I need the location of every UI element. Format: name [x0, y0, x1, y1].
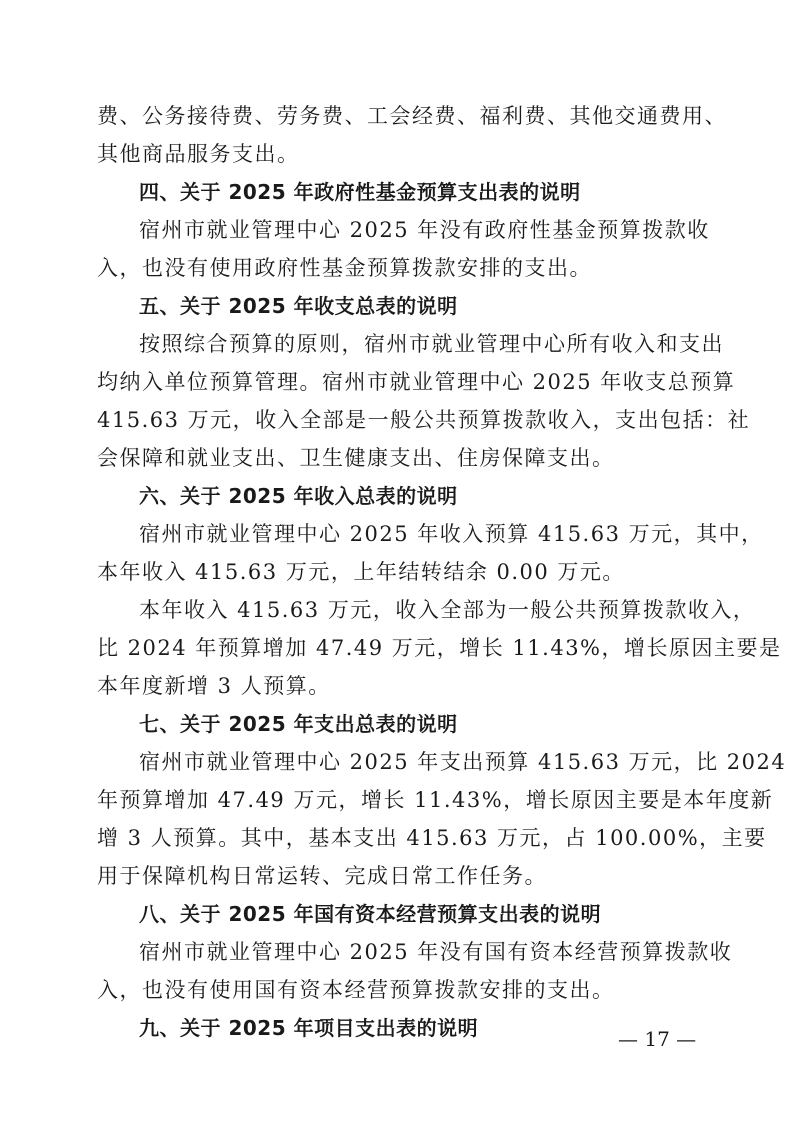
paragraph-line: 会保障和就业支出、卫生健康支出、住房保障支出。 [97, 446, 615, 470]
paragraph-line: 按照综合预算的原则，宿州市就业管理中心所有收入和支出 [139, 332, 724, 356]
section-heading-8: 八、关于 2025 年国有资本经营预算支出表的说明 [139, 902, 602, 926]
paragraph-line: 用于保障机构日常运转、完成日常工作任务。 [97, 864, 547, 888]
section-heading-7: 七、关于 2025 年支出总表的说明 [139, 712, 458, 736]
page-number: — 17 — [618, 1027, 697, 1051]
section-heading-4: 四、关于 2025 年政府性基金预算支出表的说明 [139, 180, 581, 204]
paragraph-line: 本年收入 415.63 万元，上年结转结余 0.00 万元。 [97, 560, 625, 584]
section-heading-9: 九、关于 2025 年项目支出表的说明 [139, 1016, 479, 1040]
paragraph-line: 费、公务接待费、劳务费、工会经费、福利费、其他交通费用、 [97, 104, 727, 128]
section-heading-5: 五、关于 2025 年收支总表的说明 [139, 294, 458, 318]
paragraph-line: 本年收入 415.63 万元，收入全部为一般公共预算拨款收入， [139, 598, 756, 622]
paragraph-line: 入，也没有使用政府性基金预算拨款安排的支出。 [97, 256, 592, 280]
paragraph-line: 415.63 万元，收入全部是一般公共预算拨款收入，支出包括：社 [97, 408, 751, 432]
section-heading-6: 六、关于 2025 年收入总表的说明 [139, 484, 458, 508]
paragraph-line: 年预算增加 47.49 万元，增长 11.43%，增长原因主要是本年度新 [97, 788, 774, 812]
paragraph-line: 宿州市就业管理中心 2025 年没有国有资本经营预算拨款收 [139, 940, 733, 964]
paragraph-line: 宿州市就业管理中心 2025 年支出预算 415.63 万元，比 2024 [139, 750, 787, 774]
paragraph-line: 其他商品服务支出。 [97, 142, 300, 166]
paragraph-line: 宿州市就业管理中心 2025 年收入预算 415.63 万元，其中， [139, 522, 764, 546]
paragraph-line: 本年度新增 3 人预算。 [97, 674, 331, 698]
paragraph-line: 入，也没有使用国有资本经营预算拨款安排的支出。 [97, 978, 615, 1002]
paragraph-line: 比 2024 年预算增加 47.49 万元，增长 11.43%，增长原因主要是 [97, 636, 782, 660]
paragraph-line: 均纳入单位预算管理。宿州市就业管理中心 2025 年收支总预算 [97, 370, 736, 394]
paragraph-line: 宿州市就业管理中心 2025 年没有政府性基金预算拨款收 [139, 218, 710, 242]
paragraph-line: 增 3 人预算。其中，基本支出 415.63 万元，占 100.00%，主要 [97, 826, 767, 850]
